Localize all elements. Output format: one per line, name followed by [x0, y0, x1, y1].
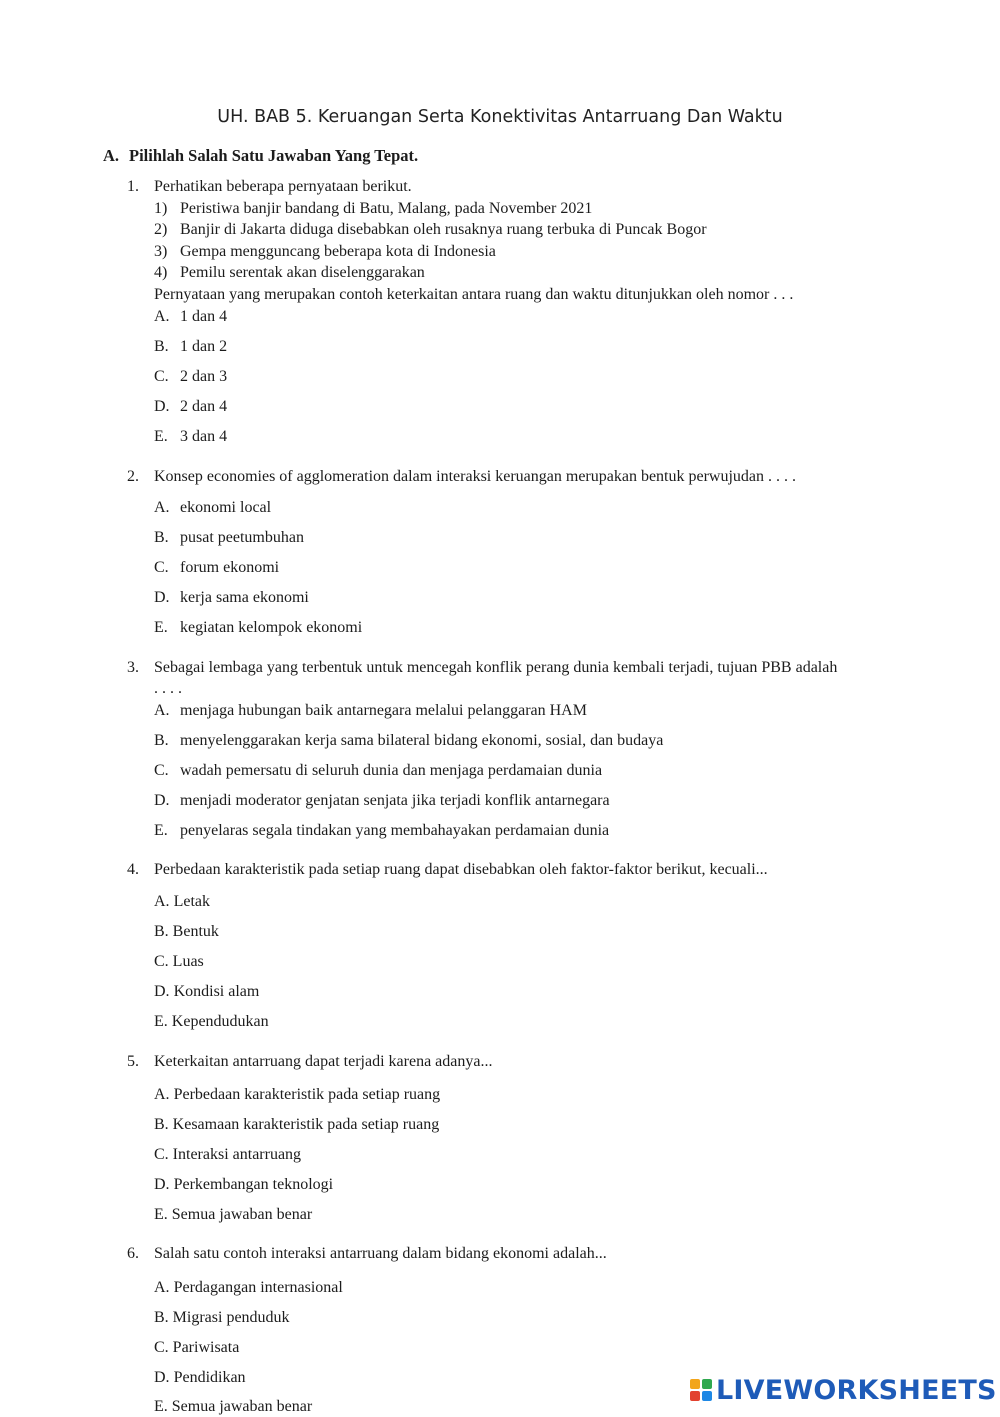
option-a[interactable]: A. menjaga hubungan baik antarnegara melalui pelanggaran HAM	[154, 702, 587, 719]
option-d[interactable]: D. kerja sama ekonomi	[154, 589, 309, 606]
mark-square	[702, 1391, 712, 1401]
option-a[interactable]: A. Perdagangan internasional	[154, 1279, 343, 1296]
option-d[interactable]: D. Pendidikan	[154, 1369, 246, 1386]
option-c[interactable]: C. Interaksi antarruang	[154, 1146, 302, 1163]
option-d[interactable]: D. 2 dan 4	[154, 398, 228, 415]
section-number: A.	[103, 146, 120, 165]
statement: 2) Banjir di Jakarta diduga disebabkan oleh rusaknya ruang terbuka di Puncak Bogor	[154, 221, 707, 238]
section-heading	[103, 146, 418, 166]
mark-square	[690, 1379, 700, 1389]
option-b[interactable]: B. Migrasi penduduk	[154, 1309, 290, 1326]
question-stem-continued: Pernyataan yang merupakan contoh keterkaitan antara ruang dan waktu ditunjukkan oleh nomor . . .	[154, 286, 794, 303]
option-d[interactable]: D. menjadi moderator genjatan senjata jika terjadi konflik antarnegara	[154, 792, 610, 809]
option-a[interactable]: A. Perbedaan karakteristik pada setiap ruang	[154, 1086, 441, 1103]
option-b[interactable]: B. menyelenggarakan kerja sama bilateral bidang ekonomi, sosial, dan budaya	[154, 732, 664, 749]
question-stem-continued: . . . .	[154, 680, 182, 697]
statement: 1) Peristiwa banjir bandang di Batu, Malang, pada November 2021	[154, 200, 593, 217]
option-e[interactable]: E. Kependudukan	[154, 1013, 269, 1030]
option-c[interactable]: C. Luas	[154, 953, 204, 970]
question-stem: Perhatikan beberapa pernyataan berikut.	[154, 178, 412, 195]
option-a[interactable]: A. 1 dan 4	[154, 308, 228, 325]
option-c[interactable]: C. Pariwisata	[154, 1339, 240, 1356]
mark-square	[702, 1379, 712, 1389]
mark-square	[690, 1391, 700, 1401]
option-e[interactable]: E. Semua jawaban benar	[154, 1206, 313, 1223]
option-b[interactable]: B. Bentuk	[154, 923, 219, 940]
question-number: 2.	[127, 468, 139, 485]
question-number: 3.	[127, 659, 139, 676]
question-stem: Konsep economies of agglomeration dalam interaksi keruangan merupakan bentuk perwujudan . . . .	[154, 468, 797, 485]
question-stem: Keterkaitan antarruang dapat terjadi karena adanya...	[154, 1053, 493, 1070]
option-e[interactable]: E. 3 dan 4	[154, 428, 228, 445]
option-d[interactable]: D. Perkembangan teknologi	[154, 1176, 334, 1193]
logo-text: LIVEWORKSHEETS	[716, 1374, 997, 1406]
question-stem: Salah satu contoh interaksi antarruang dalam bidang ekonomi adalah...	[154, 1245, 607, 1262]
option-b[interactable]: B. pusat peetumbuhan	[154, 529, 304, 546]
question-stem: Perbedaan karakteristik pada setiap ruang dapat disebabkan oleh faktor-faktor berikut, kecuali...	[154, 861, 768, 878]
liveworksheets-mark-icon	[690, 1379, 712, 1401]
option-c[interactable]: C. 2 dan 3	[154, 368, 228, 385]
question-number: 5.	[127, 1053, 139, 1070]
question-number: 1.	[127, 178, 139, 195]
option-b[interactable]: B. 1 dan 2	[154, 338, 228, 355]
option-e[interactable]: E. penyelaras segala tindakan yang membahayakan perdamaian dunia	[154, 822, 610, 839]
question-number: 6.	[127, 1245, 139, 1262]
option-c[interactable]: C. forum ekonomi	[154, 559, 280, 576]
option-e[interactable]: E. Semua jawaban benar	[154, 1398, 313, 1415]
option-c[interactable]: C. wadah pemersatu di seluruh dunia dan menjaga perdamaian dunia	[154, 762, 603, 779]
question-number: 4.	[127, 861, 139, 878]
statement: 3) Gempa mengguncang beberapa kota di Indonesia	[154, 243, 496, 260]
statement: 4) Pemilu serentak akan diselenggarakan	[154, 264, 425, 281]
option-b[interactable]: B. Kesamaan karakteristik pada setiap ruang	[154, 1116, 440, 1133]
option-d[interactable]: D. Kondisi alam	[154, 983, 260, 1000]
option-e[interactable]: E. kegiatan kelompok ekonomi	[154, 619, 363, 636]
page-title: UH. BAB 5. Keruangan Serta Konektivitas Antarruang Dan Waktu	[217, 107, 783, 127]
option-a[interactable]: A. Letak	[154, 893, 210, 910]
section-title: Pilihlah Salah Satu Jawaban Yang Tepat.	[129, 146, 419, 165]
liveworksheets-logo	[690, 1374, 997, 1406]
option-a[interactable]: A. ekonomi local	[154, 499, 272, 516]
question-stem: Sebagai lembaga yang terbentuk untuk mencegah konflik perang dunia kembali terjadi, tujuan PBB adalah	[154, 659, 838, 676]
